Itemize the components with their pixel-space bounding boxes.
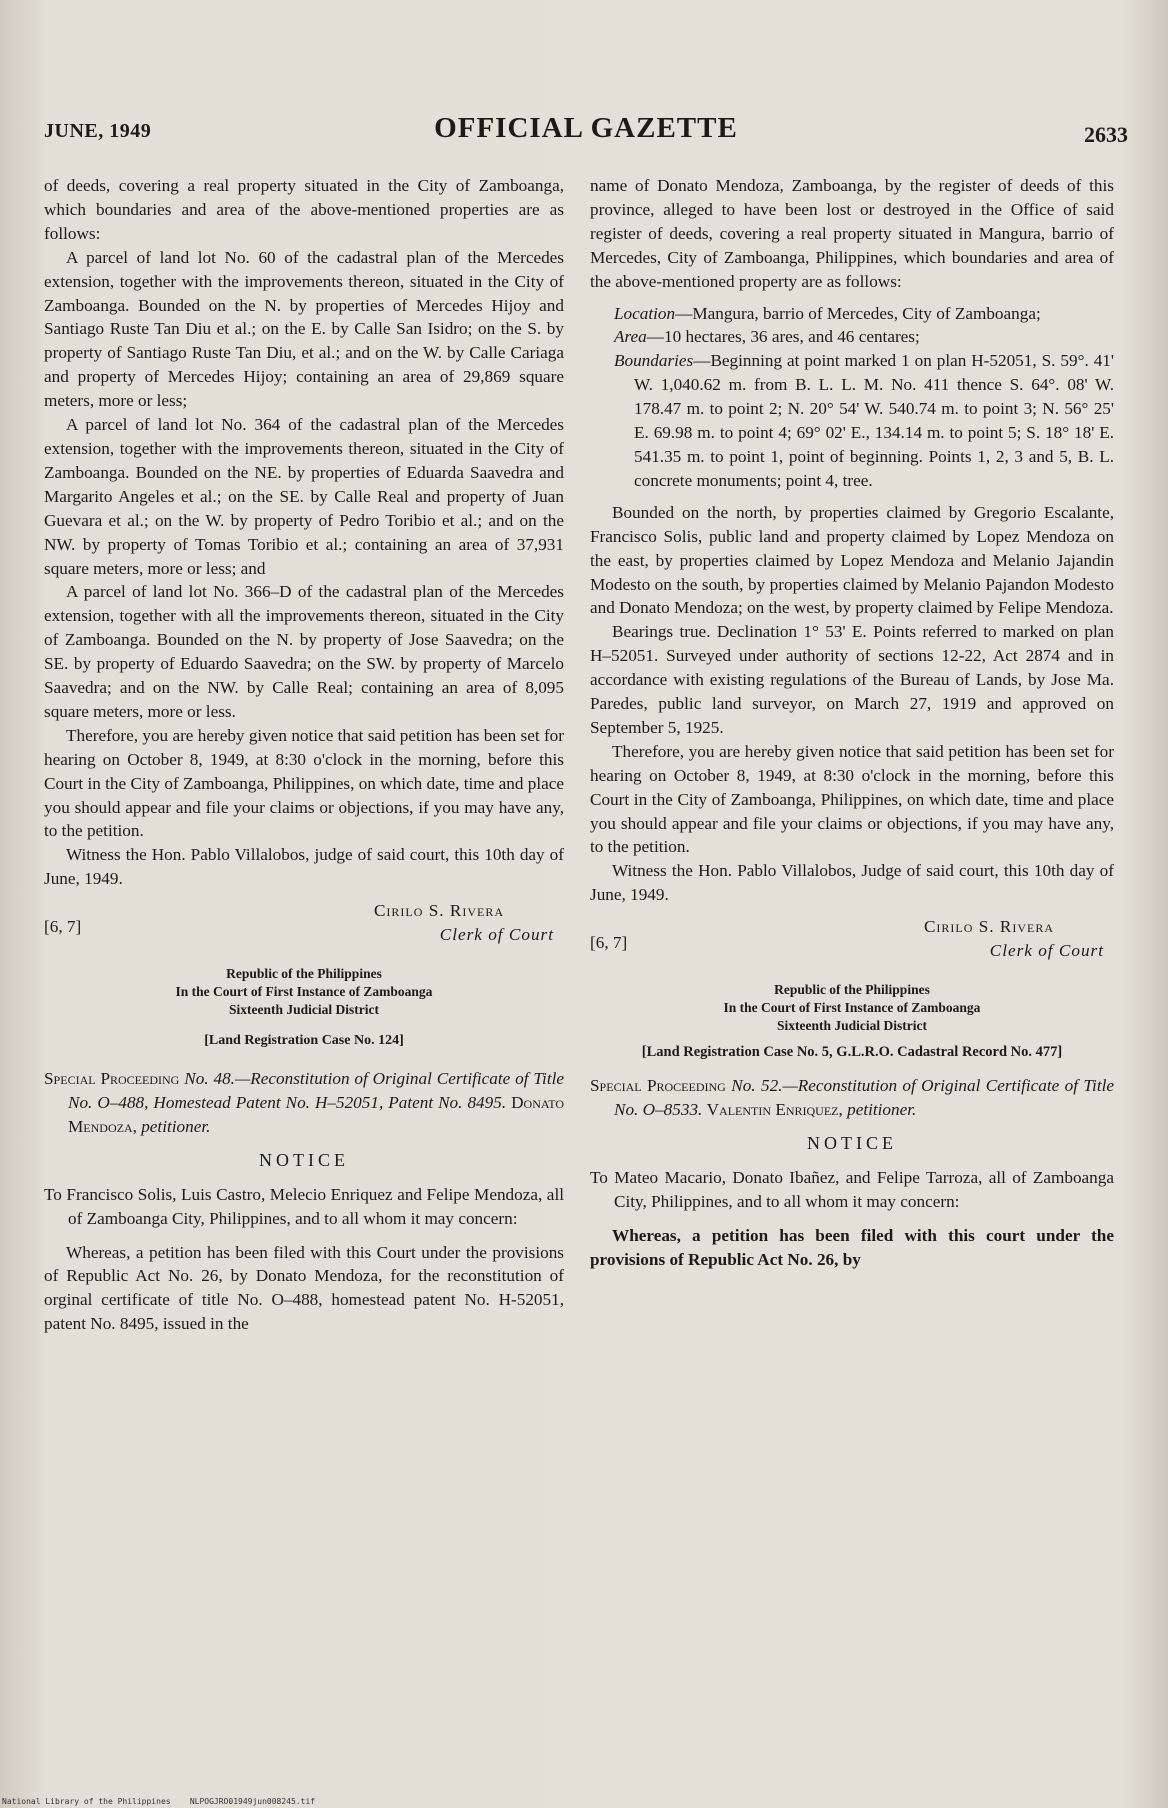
left-column [44, 174, 564, 1336]
bearings-paragraph: Bearings true. Declination 1° 53' E. Points referred to marked on plan H–52051. Surveyed under authority of sections 12-22, Act 2874 and in accordance with existing regulations of the Bureau of Lands, by Jose Ma. Paredes, public land surveyor, on March 27, 1919 and approved on September 5, 1925. [590, 622, 1114, 737]
right-column [590, 174, 1114, 1272]
caption-line: Republic of the Philippines [226, 966, 382, 982]
footer-file: NLPOGJRO01949jun008245.tif [189, 1797, 316, 1806]
special-proceeding [44, 1067, 564, 1139]
petitioner-name: Valentin Enriquez, [706, 1100, 843, 1120]
parcel-60: A parcel of land lot No. 60 of the cadastral plan of the Mercedes extension, together with the improvements thereon, situated in the City of Zamboanga. Bounded on the N. by properties of Mercedes Hijoy and Santiago Ruste Tan Diu et al.; on the E. by Calle San Isidro; on the S. by property of Santiago Ruste Tan Diu, et al.; and on the W. by Calle Cariaga and property of Mercedes Hijoy; containing an area of 29,869 square meters, more or less; [44, 247, 564, 411]
scan-footer [2, 1797, 315, 1806]
issue-date: JUNE, 1949 [44, 120, 152, 142]
case-number: [Land Registration Case No. 124] [204, 1033, 404, 1049]
area-text: —10 hectares, 36 ares, and 46 centares; [646, 327, 920, 347]
location-label: Location [614, 303, 676, 323]
clerk-name: Cirilo S. Rivera [923, 917, 1054, 937]
area-entry [590, 325, 1114, 349]
area-label: Area [614, 327, 647, 347]
boundaries-entry [590, 349, 1114, 492]
clerk-title: Clerk of Court [439, 925, 554, 945]
caption-line: In the Court of First Instance of Zamboanga [723, 1000, 981, 1016]
caption-line: In the Court of First Instance of Zamboanga [175, 984, 433, 1000]
left-witness: Witness the Hon. Pablo Villalobos, judge of said court, this 10th day of June, 1949. [44, 845, 564, 889]
issue-reference: [6, 7] [44, 917, 82, 937]
petitioner-name: Donato Mendoza, [68, 1093, 564, 1136]
footer-source: National Library of the Philippines [2, 1797, 171, 1806]
right-signature-block [590, 915, 1114, 969]
proceeding-rest: No. 52.—Reconstitution of Original Certificate of Title No. O–8533. [614, 1076, 1114, 1120]
page-number: 2633 [1084, 122, 1128, 147]
location-entry [590, 302, 1114, 326]
petitioner-label: petitioner. [847, 1100, 917, 1120]
clerk-name: Cirilo S. Rivera [373, 901, 504, 921]
left-therefore: Therefore, you are hereby given notice that said petition has been set for hearing on October 8, 1949, at 8:30 o'clock in the morning, before this Court in the City of Zamboanga, Philippines, on which date, time and place you should appear and file your claims or objections, if you may have any, to the petition. [44, 725, 564, 841]
parcel-366d: A parcel of land lot No. 366–D of the cadastral plan of the Mercedes extension, together with all the improvements thereon, situated in the City of Zamboanga. Bounded on the N. by property of Jose Saavedra; on the SE. by property of Eduardo Saavedra; on the SW. by property of Marcelo Saavedra; and on the NW. by Calle Real; containing an area of 8,095 square meters, more or less. [44, 582, 564, 721]
addressees: To Francisco Solis, Luis Castro, Melecio Enriquez and Felipe Mendoza, all of Zamboanga City, Philippines, and to all whom it may concern: [44, 1184, 564, 1228]
caption-line: Republic of the Philippines [774, 982, 930, 998]
right-witness: Witness the Hon. Pablo Villalobos, Judge of said court, this 10th day of June, 1949. [590, 861, 1114, 905]
petitioner-label: petitioner. [141, 1116, 211, 1136]
caption-line: Sixteenth Judicial District [777, 1018, 927, 1034]
case-number: [Land Registration Case No. 5, G.L.R.O. Cadastral Record No. 477] [641, 1044, 1063, 1061]
right-intro: name of Donato Mendoza, Zamboanga, by the register of deeds of this province, alleged to have been lost or destroyed in the Office of said register of deeds, covering a real property situated in Mangura, barrio of Mercedes, City of Zamboanga, Philippines, which boundaries and area of the above-mentioned property are as follows: [590, 176, 1114, 291]
left-signature-block [44, 899, 564, 953]
court-caption [44, 965, 564, 1019]
right-therefore: Therefore, you are hereby given notice that said petition has been set for hearing on October 8, 1949, at 8:30 o'clock in the morning, before this Court in the City of Zamboanga, Philippines, on which date, time and place you should appear and file your claims or objections, if you may have any, to the petition. [590, 741, 1114, 857]
proceeding-lead: Special Proceeding [590, 1076, 726, 1096]
caption-line: Sixteenth Judicial District [229, 1002, 379, 1018]
proceeding-lead: Special Proceeding [44, 1069, 180, 1089]
page-header [44, 112, 1128, 152]
boundaries-text: —Beginning at point marked 1 on plan H-52051, S. 59°. 41' W. 1,040.62 m. from B. L. L. M. No. 411 thence S. 64°. 08' W. 178.47 m. to point 2; N. 20° 54' W. 540.74 m. to point 3; N. 56° 25' E. 69.98 m. to point 4; 69° 02' E., 134.14 m. to point 5; S. 18° 18' E. 541.35 m. to point 1, point of beginning. Points 1, 2, 3 and 5, B. L. concrete monuments; point 4, tree. [634, 351, 1114, 490]
addressees: To Mateo Macario, Donato Ibañez, and Felipe Tarroza, all of Zamboanga City, Philippines, and to all whom it may concern: [590, 1167, 1114, 1211]
court-caption [590, 981, 1114, 1035]
bounded-paragraph: Bounded on the north, by properties claimed by Gregorio Escalante, Francisco Solis, public land and property claimed by Lopez Mendoza on the east, by properties claimed by Lopez Mendoza and Melanio Jajandin Modesto on the south, by properties claimed by Melanio Pajandon Modesto and Donato Mendoza; on the west, by property claimed by Felipe Mendoza. [590, 502, 1114, 618]
issue-reference: [6, 7] [590, 933, 628, 953]
boundaries-label: Boundaries [614, 351, 694, 371]
notice-heading: NOTICE [259, 1149, 349, 1170]
whereas-paragraph: Whereas, a petition has been filed with this Court under the provisions of Republic Act No. 26, by Donato Mendoza, for the reconstitution of orginal certificate of title No. O–488, homestead patent No. H-52051, patent No. 8495, issued in the [44, 1242, 564, 1334]
notice-heading: NOTICE [807, 1133, 897, 1153]
clerk-title: Clerk of Court [989, 941, 1104, 961]
special-proceeding [590, 1074, 1114, 1122]
left-intro: of deeds, covering a real property situated in the City of Zamboanga, which boundaries and area of the above-mentioned properties are as follows: [44, 176, 564, 243]
location-text: —Mangura, barrio of Mercedes, City of Zamboanga; [675, 303, 1041, 323]
whereas-paragraph: Whereas, a petition has been filed with this court under the provisions of Republic Act No. 26, by [590, 1225, 1114, 1269]
publication-title: OFFICIAL GAZETTE [434, 112, 738, 144]
parcel-364: A parcel of land lot No. 364 of the cadastral plan of the Mercedes extension, together with the improvements thereon, situated in the City of Zamboanga. Bounded on the NE. by properties of Eduarda Saavedra and Margarito Angeles et al.; on the SE. by Calle Real and property of Juan Guevara et al.; on the W. by property of Pedro Toribio et al.; and on the NW. by property of Tomas Toribio et al.; containing an area of 37,931 square meters, more or less; and [44, 415, 564, 578]
proceeding-rest: No. 48.—Reconstitution of Original Certificate of Title No. O–488, Homestead Patent No. H–52051, Patent No. 8495. [68, 1069, 564, 1112]
